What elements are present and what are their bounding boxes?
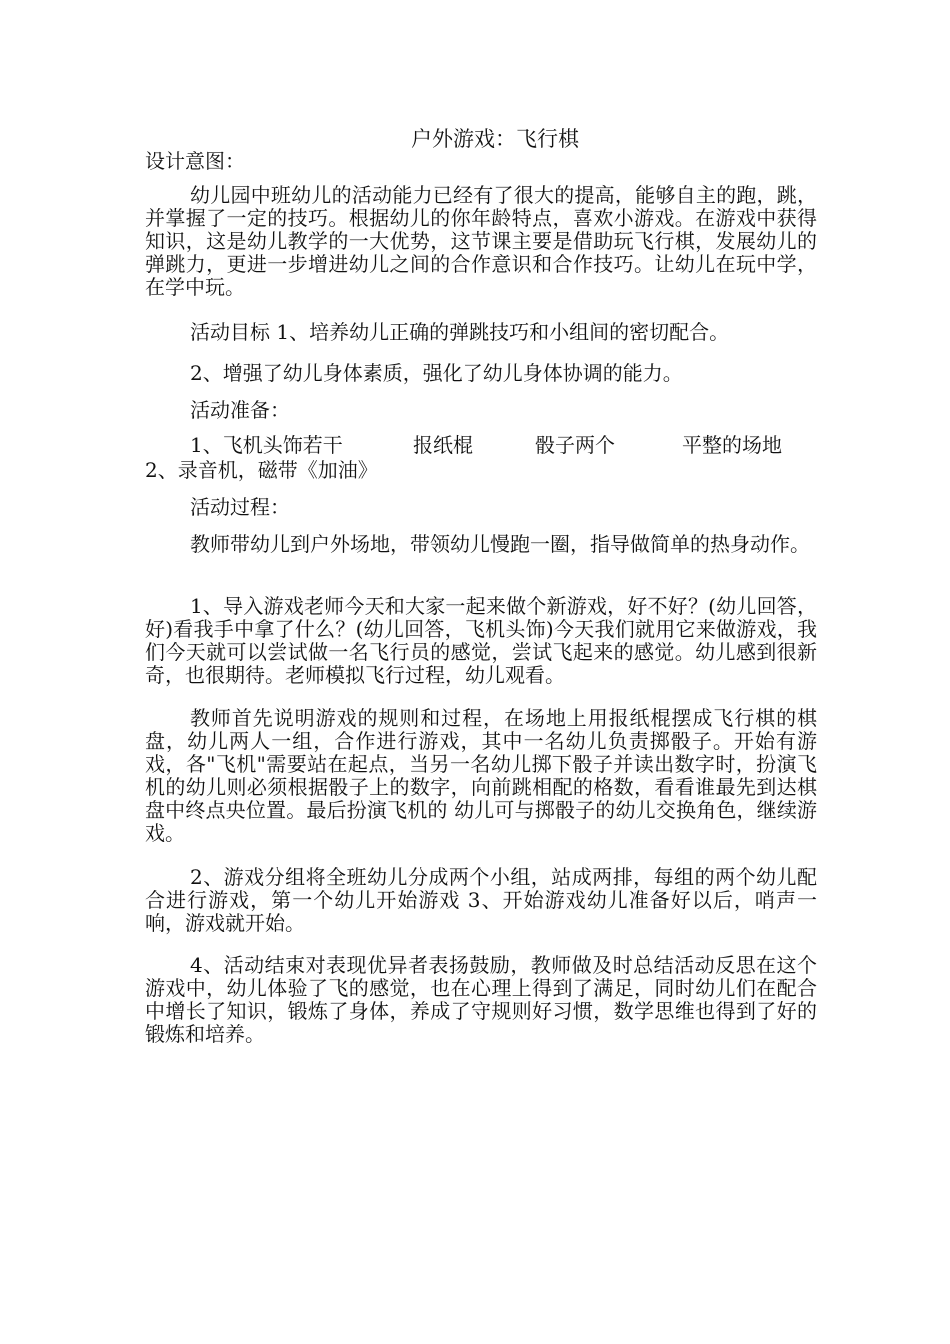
prep-item: 平整的场地	[682, 433, 782, 457]
design-paragraph: 幼儿园中班幼儿的活动能力已经有了很大的提高，能够自主的跑，跳，并掌握了一定的技巧。根据幼儿的你年龄特点，喜欢小游戏。在游戏中获得知识，这是幼儿教学的一大优势，这节课主要是借助玩飞行棋，发展幼儿的弹跳力，更进一步增进幼儿之间的合作意识和合作技巧。让幼儿在玩中学，在学中玩。	[145, 183, 817, 299]
goal-2: 2、增强了幼儿身体素质，强化了幼儿身体协调的能力。	[190, 361, 683, 385]
process-heading: 活动过程：	[190, 495, 290, 519]
step1-paragraph: 1、导入游戏老师今天和大家一起来做个新游戏，好不好？(幼儿回答，好)看我手中拿了什么？(幼儿回答，飞机头饰)今天我们就用它来做游戏，我们今天就可以尝试做一名飞行员的感觉，尝试飞起来的感觉。幼儿感到很新奇，也很期待。老师模拟飞行过程，幼儿观看。	[145, 594, 817, 687]
design-heading: 设计意图：	[145, 149, 245, 173]
prep-item: 报纸棍	[413, 433, 473, 457]
prep-heading: 活动准备：	[190, 398, 290, 422]
warmup-paragraph: 教师带幼儿到户外场地，带领幼儿慢跑一圈，指导做简单的热身动作。	[190, 532, 810, 556]
prep-item: 1、飞机头饰若干	[190, 433, 343, 457]
prep-line-2: 2、录音机，磁带《加油》	[145, 458, 378, 482]
step4-paragraph: 4、活动结束对表现优异者表扬鼓励，教师做及时总结活动反思在这个游戏中，幼儿体验了飞的感觉，也在心理上得到了满足，同时幼儿们在配合中增长了知识，锻炼了身体，养成了守规则好习惯，数学思维也得到了好的锻炼和培养。	[145, 953, 817, 1046]
prep-item: 骰子两个	[535, 433, 615, 457]
step2-paragraph: 2、游戏分组将全班幼儿分成两个小组，站成两排，每组的两个幼儿配合进行游戏，第一个幼儿开始游戏 3、开始游戏幼儿准备好以后，哨声一响，游戏就开始。	[145, 865, 817, 935]
rules-paragraph: 教师首先说明游戏的规则和过程，在场地上用报纸棍摆成飞行棋的棋盘，幼儿两人一组，合作进行游戏，其中一名幼儿负责掷骰子。开始有游戏，各"飞机"需要站在起点，当另一名幼儿掷下骰子并读出数字时，扮演飞机的幼儿则必须根据骰子上的数字，向前跳相配的格数，看看谁最先到达棋盘中终点央位置。最后扮演飞机的 幼儿可与掷骰子的幼儿交换角色，继续游戏。	[145, 706, 817, 845]
document-title: 户外游戏：飞行棋	[411, 127, 579, 151]
goal-1: 活动目标 1、培养幼儿正确的弹跳技巧和小组间的密切配合。	[190, 320, 730, 344]
prep-items-row	[190, 434, 830, 458]
